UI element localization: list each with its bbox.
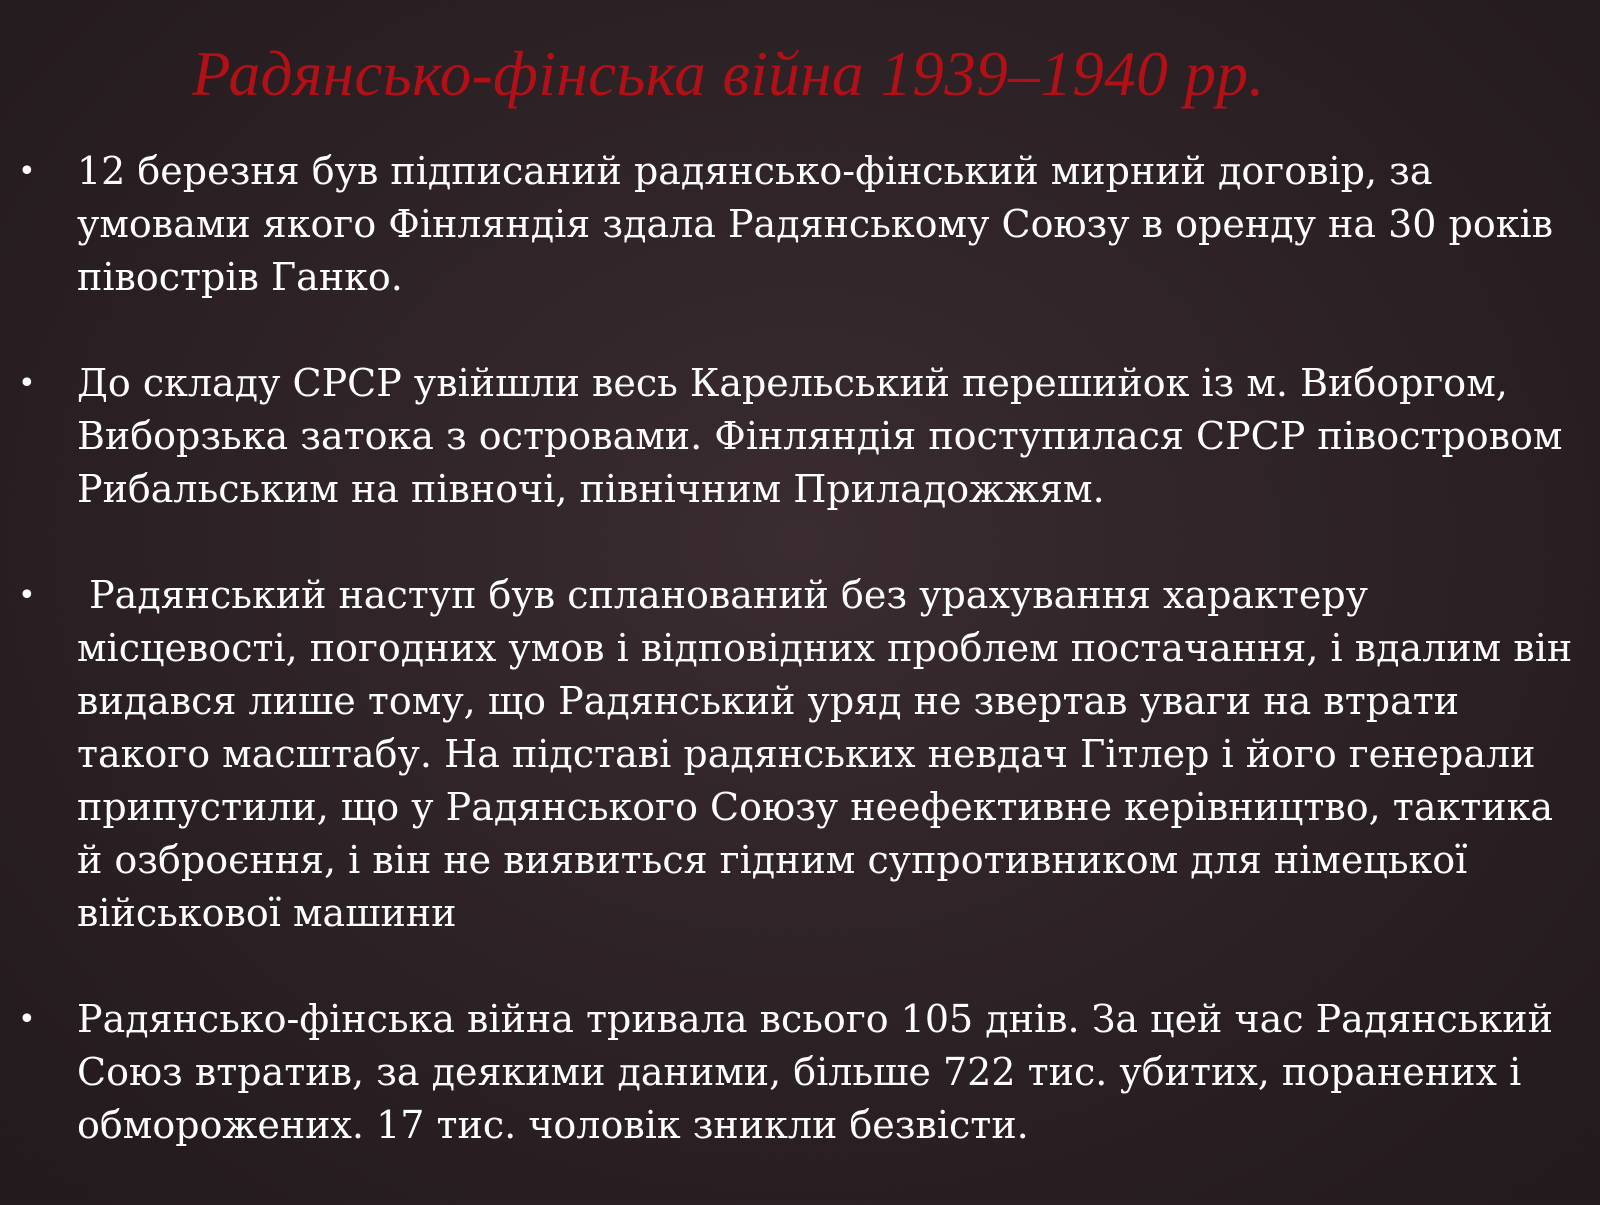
- bullet-text: 12 березня був підписаний радянсько-фінський мирний договір, за умовами якого Фінляндія здала Радянському Союзу в оренду на 30 років півострів Ганко.: [77, 149, 1554, 299]
- bullet-item: [0, 145, 1600, 304]
- bullet-marker: •: [18, 366, 36, 401]
- bullet-text: До складу СРСР увійшли весь Карельський перешийок із м. Виборгом, Виборзька затока з островами. Фінляндія поступилася СРСР півостровом Рибальським на півночі, північним Приладожжям.: [77, 361, 1563, 511]
- bullet-marker: •: [18, 578, 36, 613]
- bullet-text: Радянський наступ був спланований без урахування характеру місцевості, погодних умов і відповідних проблем постачання, і вдалим він видався лише тому, що Радянський уряд не звертав уваги на втрати такого масштабу. На підставі радянських невдач Гітлер і його генерали припустили, що у Радянського Союзу неефективне керівництво, тактика й озброєння, і він не виявиться гідним супротивником для німецької військової машини: [77, 573, 1585, 935]
- bullet-item: [0, 357, 1600, 516]
- bullet-list: [0, 145, 1600, 1205]
- bullet-marker: •: [18, 1002, 36, 1037]
- bullet-marker: •: [18, 154, 36, 189]
- slide-title: Радянсько-фінська війна 1939–1940 рр.: [192, 39, 1265, 109]
- bullet-item: [0, 569, 1600, 940]
- bullet-text: Радянсько-фінська війна тривала всього 105 днів. За цей час Радянський Союз втратив, за деякими даними, більше 722 тис. убитих, поранених і обморожених. 17 тис. чоловік зникли безвісти.: [77, 997, 1553, 1147]
- bullet-item: [0, 993, 1600, 1152]
